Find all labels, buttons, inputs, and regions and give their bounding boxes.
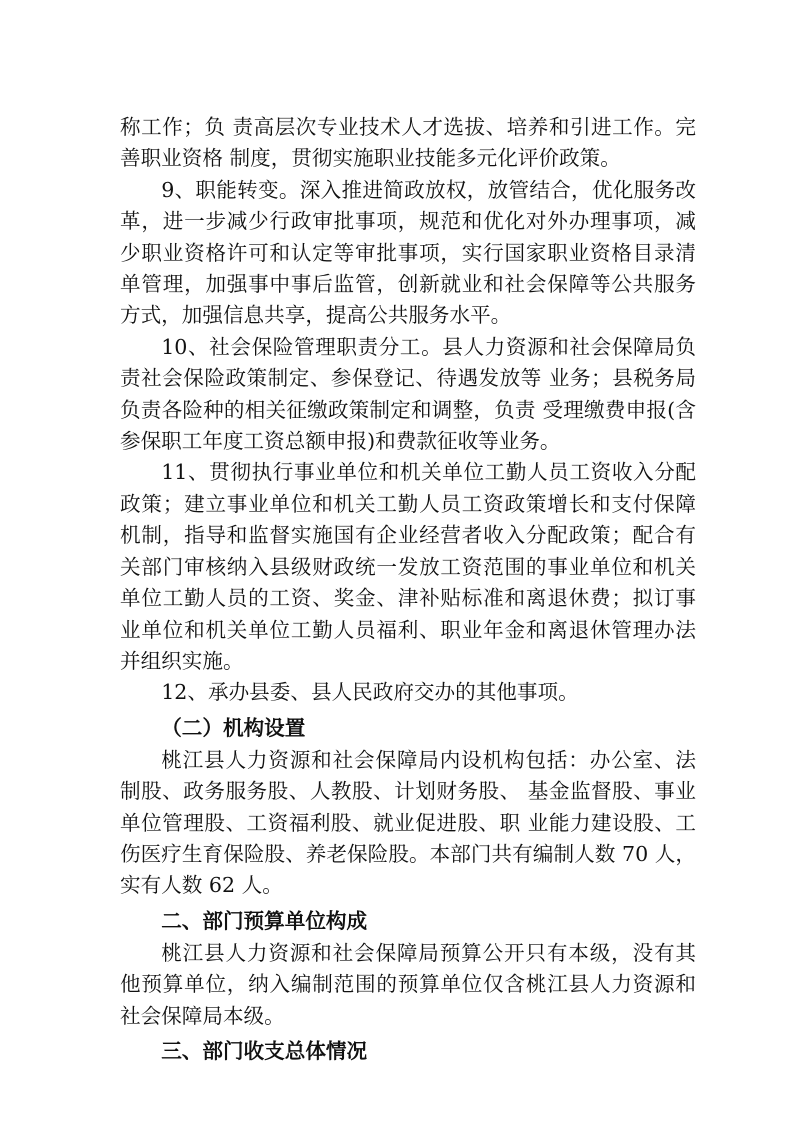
section-heading-budget-units: 二、部门预算单位构成 <box>161 908 368 933</box>
section-heading-revenue-expenditure: 三、部门收支总体情况 <box>161 1038 368 1063</box>
paragraph-organization: 桃江县人力资源和社会保障局内设机构包括：办公室、法制股、政务服务股、人教股、计划财务股、 基金监督股、事业单位管理股、工资福利股、就业促进股、职 业能力建设股、工伤医疗生育保险股、养老保险股。本部门共有编制人数 70 人，实有人数 62 人。 <box>120 747 696 898</box>
paragraph-item-12: 12、承办县委、县人民政府交办的其他事项。 <box>161 680 579 705</box>
document-page <box>120 112 696 1068</box>
paragraph-item-10: 10、社会保险管理职责分工。县人力资源和社会保障局负责社会保险政策制定、参保登记、待遇发放等 业务；县税务局负责各险种的相关征缴政策制定和调整，负责 受理缴费申报(含参保职工年度工资总额申报)和费款征收等业务。 <box>120 334 696 454</box>
paragraph-budget-units: 桃江县人力资源和社会保障局预算公开只有本级，没有其他预算单位，纳入编制范围的预算单位仅含桃江县人力资源和社会保障局本级。 <box>120 940 696 1028</box>
paragraph-item-11: 11、贯彻执行事业单位和机关单位工勤人员工资收入分配政策；建立事业单位和机关工勤人员工资政策增长和支付保障机制，指导和监督实施国有企业经营者收入分配政策；配合有关部门审核纳入县级财政统一发放工资范围的事业单位和机关单位工勤人员的工资、奖金、津补贴标准和离退休费；拟订事业单位和机关单位工勤人员福利、职业年金和离退休管理办法 并组织实施。 <box>120 460 696 673</box>
section-heading-organization: （二）机构设置 <box>161 715 306 740</box>
paragraph-continuation: 称工作；负 责高层次专业技术人才选拔、培养和引进工作。完善职业资格 制度，贯彻实施职业技能多元化评价政策。 <box>120 115 696 171</box>
paragraph-item-9: 9、职能转变。深入推进简政放权，放管结合，优化服务改革，进一步减少行政审批事项，规范和优化对外办理事项，减少职业资格许可和认定等审批事项，实行国家职业资格目录清单管理，加强事中事后监管，创新就业和社会保障等公共服务方式，加强信息共享，提高公共服务水平。 <box>120 177 696 328</box>
